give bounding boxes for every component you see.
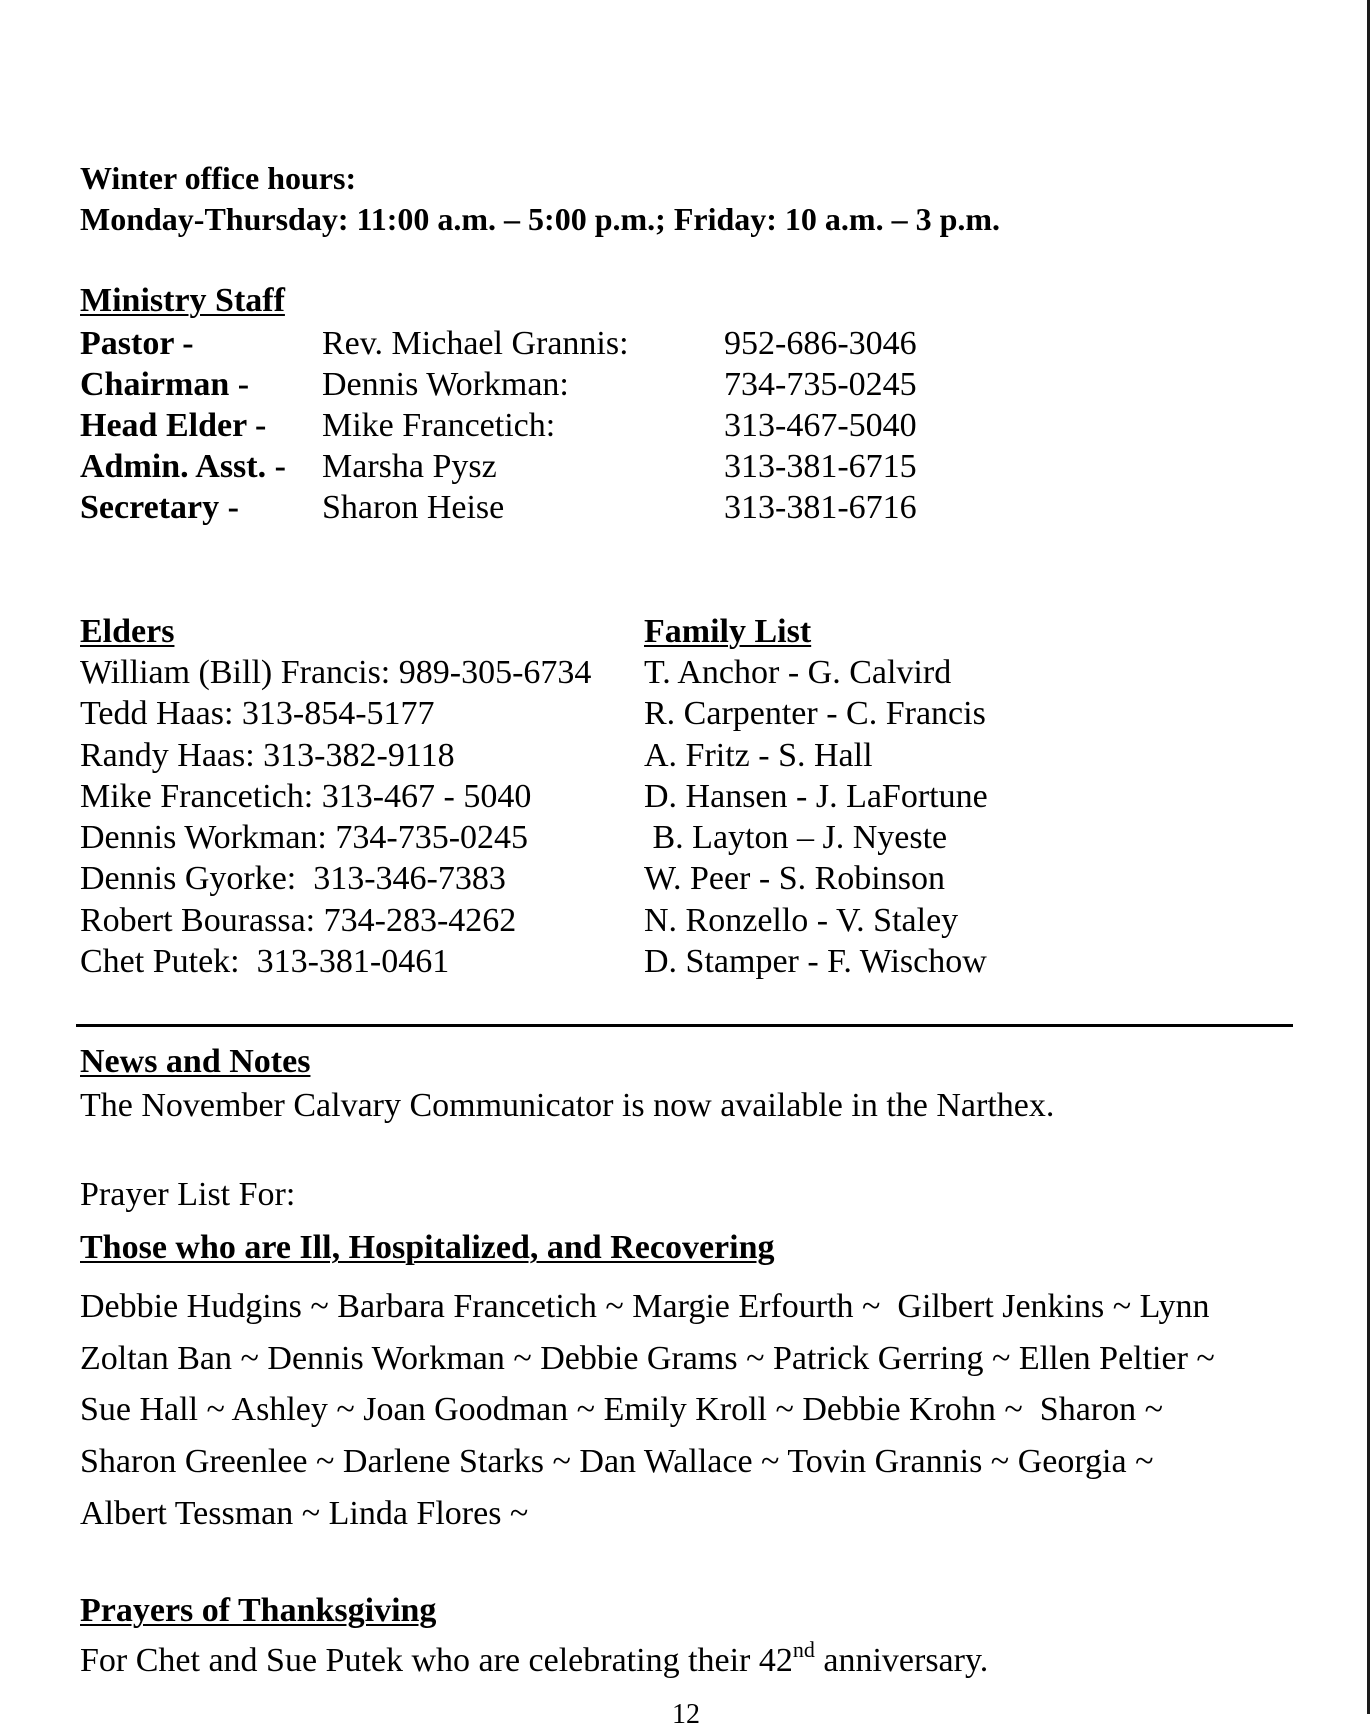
thanksgiving-heading: Prayers of Thanksgiving <box>80 1592 437 1629</box>
family-list-heading: Family List <box>644 613 812 650</box>
list-item: D. Stamper - F. Wischow <box>644 943 987 981</box>
elders-heading: Elders <box>80 613 175 650</box>
staff-role: Admin. Asst. - <box>80 448 286 485</box>
thanksgiving-text-main: For Chet and Sue Putek who are celebrating their 42 <box>80 1642 793 1679</box>
list-item: B. Layton – J. Nyeste <box>644 819 948 857</box>
office-hours-text: Monday-Thursday: 11:00 a.m. – 5:00 p.m.; Friday: 10 a.m. – 3 p.m. <box>80 201 1001 237</box>
list-item: Dennis Gyorke: 313-346-7383 <box>80 860 506 898</box>
staff-phone: 313-467-5040 <box>724 407 917 444</box>
prayer-line: Sue Hall ~ Ashley ~ Joan Goodman ~ Emily Kroll ~ Debbie Krohn ~ Sharon ~ <box>80 1391 1164 1429</box>
staff-name: Sharon Heise <box>322 489 505 526</box>
list-item: Mike Francetich: 313-467 - 5040 <box>80 777 532 815</box>
staff-role: Chairman - <box>80 366 250 403</box>
prayer-line: Debbie Hudgins ~ Barbara Francetich ~ Margie Erfourth ~ Gilbert Jenkins ~ Lynn <box>80 1288 1210 1325</box>
staff-role: Secretary - <box>80 489 239 526</box>
list-item: R. Carpenter - C. Francis <box>644 695 986 733</box>
prayer-heading: Those who are Ill, Hospitalized, and Recovering <box>80 1229 775 1266</box>
list-item: Randy Haas: 313-382-9118 <box>80 736 455 774</box>
family-list <box>644 652 988 982</box>
elders-list <box>80 652 591 982</box>
staff-row-pastor <box>80 323 980 364</box>
list-item: T. Anchor - G. Calvird <box>644 654 952 691</box>
news-text: The November Calvary Communicator is now available in the Narthex. <box>80 1087 1055 1124</box>
list-item: William (Bill) Francis: 989-305-6734 <box>80 654 592 691</box>
ordinal-suffix: nd <box>792 1637 815 1662</box>
list-item: Dennis Workman: 734-735-0245 <box>80 819 529 857</box>
staff-row-secretary <box>80 487 980 528</box>
prayer-line: Zoltan Ban ~ Dennis Workman ~ Debbie Grams ~ Patrick Gerring ~ Ellen Peltier ~ <box>80 1339 1215 1377</box>
staff-role: Pastor - <box>80 325 194 362</box>
prayer-intro: Prayer List For: <box>80 1176 296 1213</box>
staff-phone: 952-686-3046 <box>724 325 917 362</box>
staff-name: Mike Francetich: <box>322 407 556 444</box>
news-heading: News and Notes <box>80 1043 311 1080</box>
list-item: Robert Bourassa: 734-283-4262 <box>80 901 517 939</box>
thanksgiving-text <box>80 1637 989 1682</box>
staff-row-admin-asst <box>80 446 980 487</box>
staff-role: Head Elder - <box>80 407 267 444</box>
staff-phone: 313-381-6715 <box>724 448 917 485</box>
list-item: N. Ronzello - V. Staley <box>644 901 959 939</box>
list-item: A. Fritz - S. Hall <box>644 736 873 774</box>
staff-name: Dennis Workman: <box>322 366 569 403</box>
prayer-line: Sharon Greenlee ~ Darlene Starks ~ Dan Wallace ~ Tovin Grannis ~ Georgia ~ <box>80 1443 1154 1481</box>
staff-name: Rev. Michael Grannis: <box>322 325 629 362</box>
prayer-line: Albert Tessman ~ Linda Flores ~ <box>80 1494 529 1532</box>
prayer-names <box>80 1281 1305 1540</box>
list-item: D. Hansen - J. LaFortune <box>644 777 988 815</box>
staff-row-chairman <box>80 364 980 405</box>
section-divider <box>76 1024 1293 1027</box>
list-item: W. Peer - S. Robinson <box>644 860 945 898</box>
office-hours-heading: Winter office hours: <box>80 160 357 196</box>
list-item: Tedd Haas: 313-854-5177 <box>80 695 435 733</box>
staff-phone: 313-381-6716 <box>724 489 917 526</box>
staff-name: Marsha Pysz <box>322 448 497 485</box>
thanksgiving-text-end: anniversary. <box>814 1642 989 1679</box>
list-item: Chet Putek: 313-381-0461 <box>80 943 450 981</box>
ministry-staff-heading: Ministry Staff <box>80 282 285 319</box>
page-number: 12 <box>672 1699 700 1730</box>
staff-row-head-elder <box>80 405 980 446</box>
staff-phone: 734-735-0245 <box>724 366 917 403</box>
